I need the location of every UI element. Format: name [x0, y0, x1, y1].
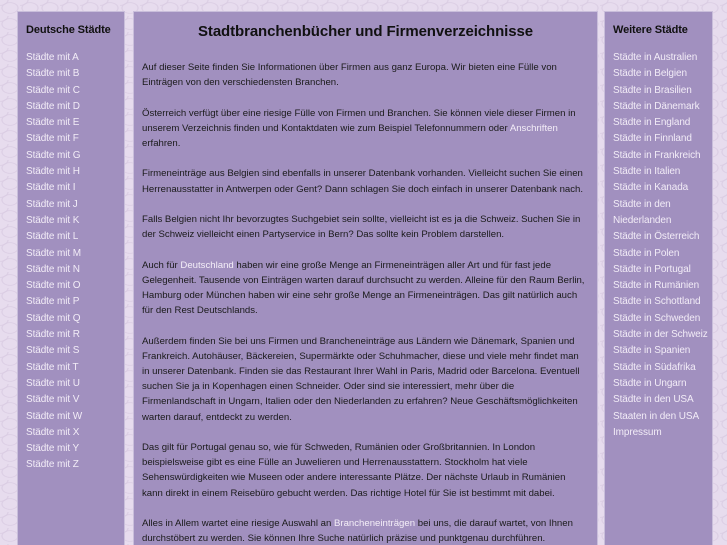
- nav-link-cities-u[interactable]: Städte mit U: [26, 377, 80, 389]
- more-cities-nav: [605, 50, 712, 441]
- nav-link-cities-x[interactable]: Städte mit X: [26, 426, 80, 438]
- nav-link-cities-h[interactable]: Städte mit H: [26, 166, 80, 178]
- german-cities-nav: [18, 50, 124, 474]
- nav-link-cities-i[interactable]: Städte mit I: [26, 182, 76, 194]
- nav-link-cities-t[interactable]: Städte mit T: [26, 361, 79, 373]
- nav-link-cities-z[interactable]: Städte mit Z: [26, 459, 79, 471]
- nav-link-cities-b[interactable]: Städte mit B: [26, 68, 80, 80]
- paragraph-germany: [142, 258, 587, 319]
- nav-link-cities-p[interactable]: Städte mit P: [26, 296, 80, 308]
- nav-link-cities-f[interactable]: Städte mit F: [26, 133, 79, 145]
- paragraph-summary: [142, 516, 587, 545]
- nav-link-cities-k[interactable]: Städte mit K: [26, 214, 80, 226]
- nav-link-belgium[interactable]: Städte in Belgien: [613, 68, 687, 80]
- nav-link-cities-v[interactable]: Städte mit V: [26, 394, 80, 406]
- paragraph-europe: Außerdem finden Sie bei uns Firmen und Brancheneinträge aus Ländern wie Dänemark, Spanien und Frankreich. Autohäuser, Bäckereien, Supermärkte oder Schuhmacher, diese und viele mehr findet man in unserer Datenbank. Finden sie das Restaurant Ihrer Wahl in Paris, Madrid oder Barcelona. Eventuell suchen Sie ja in Kopenhagen einen Schneider. Oder sind sie interessiert, mehr über die Firmenlandschaft in Ungarn, Italien oder den Niederlanden zu erfahren? Neue Geschäftsmöglichkeiten warten darauf, entdeckt zu werden.: [142, 335, 580, 423]
- nav-link-brazil[interactable]: Städte in Brasilien: [613, 84, 692, 96]
- paragraph-text: Auch für: [142, 259, 181, 271]
- nav-link-canada[interactable]: Städte in Kanada: [613, 182, 689, 194]
- right-sidebar-title: Weitere Städte: [613, 24, 688, 36]
- right-sidebar: [604, 11, 713, 545]
- nav-link-hungary[interactable]: Städte in Ungarn: [613, 377, 687, 389]
- nav-link-cities-w[interactable]: Städte mit W: [26, 410, 83, 422]
- nav-link-south-africa[interactable]: Städte in Südafrika: [613, 361, 696, 373]
- paragraph-portugal: Das gilt für Portugal genau so, wie für Schweden, Rumänien oder Großbritannien. In London beispielsweise gibt es eine Fülle an Juwelieren und Herrenausstattern. Stockholm hat viele Sehenswürdigkeiten wie Museen oder andere interessante Plätze. Der nächste Urlaub in Rumänien kann direkt in einem Reisebüro gebucht werden. Das richtige Hotel für Sie ist bestimmt mit dabei.: [142, 441, 566, 499]
- nav-link-netherlands[interactable]: Städte in den Niederlanden: [613, 198, 672, 226]
- paragraph-austria: [142, 106, 587, 152]
- nav-link-scotland[interactable]: Städte in Schottland: [613, 296, 701, 308]
- nav-link-cities-e[interactable]: Städte mit E: [26, 117, 80, 129]
- nav-link-usa-cities[interactable]: Städte in den USA: [613, 394, 694, 406]
- nav-link-cities-c[interactable]: Städte mit C: [26, 84, 80, 96]
- paragraph-text: Alles in Allem wartet eine riesige Auswahl an: [142, 517, 334, 529]
- left-sidebar-title: Deutsche Städte: [26, 24, 111, 36]
- nav-link-england[interactable]: Städte in England: [613, 117, 691, 129]
- nav-link-cities-s[interactable]: Städte mit S: [26, 345, 80, 357]
- paragraph-text: erfahren.: [142, 138, 181, 149]
- article-body: [142, 60, 587, 545]
- nav-link-cities-a[interactable]: Städte mit A: [26, 52, 79, 63]
- nav-link-poland[interactable]: Städte in Polen: [613, 247, 680, 259]
- link-deutschland[interactable]: Deutschland: [180, 259, 234, 271]
- nav-link-switzerland[interactable]: Städte in der Schweiz: [613, 329, 708, 341]
- nav-link-cities-m[interactable]: Städte mit M: [26, 247, 81, 259]
- nav-link-cities-j[interactable]: Städte mit J: [26, 198, 78, 210]
- nav-link-denmark[interactable]: Städte in Dänemark: [613, 100, 700, 112]
- nav-link-romania[interactable]: Städte in Rumänien: [613, 280, 700, 292]
- main-content: [133, 11, 598, 545]
- nav-link-cities-d[interactable]: Städte mit D: [26, 100, 80, 112]
- nav-link-usa-states[interactable]: Staaten in den USA: [613, 410, 700, 422]
- nav-link-impressum[interactable]: Impressum: [613, 426, 662, 438]
- nav-link-sweden[interactable]: Städte in Schweden: [613, 312, 701, 324]
- paragraph-text: bei uns, die darauf wartet, von Ihnen durchstöbert zu werden. Sie können Ihre Suche natürlich präzise und punktgenau durchführen.: [142, 517, 573, 545]
- paragraph-text: Österreich verfügt über eine riesige Fülle von Firmen und Branchen. Sie können viele dieser Firmen in unserem Verzeichnis finden und Kontaktdaten wie zum Beispiel Telefonnummern oder: [142, 107, 576, 134]
- nav-link-cities-n[interactable]: Städte mit N: [26, 263, 80, 275]
- nav-link-austria[interactable]: Städte in Österreich: [613, 231, 700, 243]
- nav-link-france[interactable]: Städte in Frankreich: [613, 149, 701, 161]
- nav-link-italy[interactable]: Städte in Italien: [613, 166, 681, 178]
- nav-link-cities-r[interactable]: Städte mit R: [26, 329, 80, 341]
- paragraph-switzerland: Falls Belgien nicht Ihr bevorzugtes Suchgebiet sein sollte, vielleicht ist es ja die Schweiz. Suchen Sie in der Schweiz vielleicht einen Partyservice in Bern? Das sollte kein Problem darstellen.: [142, 213, 581, 241]
- paragraph-text: haben wir eine große Menge an Firmeneinträgen aller Art und für fast jede Gelegenheit. Tausende von Einträgen warten darauf durchsucht zu werden. Alleine für den Raum Berlin, Hamburg oder München haben wir eine sehr große Menge an Firmeneinträgen. Das gilt natürlich auch für den Rest Deutschlands.: [142, 259, 585, 317]
- nav-link-spain[interactable]: Städte in Spanien: [613, 345, 691, 357]
- nav-link-cities-o[interactable]: Städte mit O: [26, 280, 81, 292]
- page-title: Stadtbranchenbücher und Firmenverzeichnisse: [198, 23, 533, 40]
- paragraph-intro: Auf dieser Seite finden Sie Informationen über Firmen aus ganz Europa. Wir bieten eine Fülle von Einträgen von den verschiedensten Branchen.: [142, 62, 557, 89]
- left-sidebar: [17, 11, 125, 545]
- link-brancheneintraegen[interactable]: Brancheneinträgen: [333, 517, 416, 529]
- nav-link-australia[interactable]: Städte in Australien: [613, 52, 698, 63]
- nav-link-cities-l[interactable]: Städte mit L: [26, 231, 79, 243]
- nav-link-finland[interactable]: Städte in Finnland: [613, 133, 692, 145]
- nav-link-cities-y[interactable]: Städte mit Y: [26, 443, 80, 455]
- nav-link-cities-q[interactable]: Städte mit Q: [26, 312, 81, 324]
- paragraph-belgium: Firmeneinträge aus Belgien sind ebenfalls in unserer Datenbank vorhanden. Vielleicht suchen Sie einen Herrenausstatter in Antwerpen oder Gent? Dann schlagen Sie doch einfach in unserer Datenbank nach.: [142, 168, 584, 195]
- nav-link-cities-g[interactable]: Städte mit G: [26, 149, 81, 161]
- nav-link-portugal[interactable]: Städte in Portugal: [613, 263, 691, 275]
- link-anschriften[interactable]: Anschriften: [509, 122, 558, 134]
